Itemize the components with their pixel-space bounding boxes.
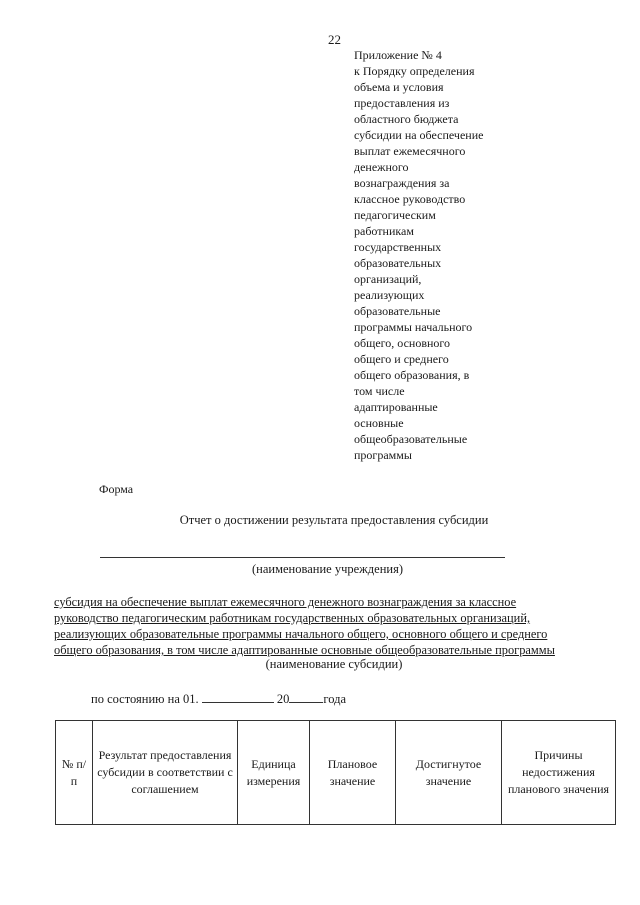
appendix-line: том числе xyxy=(354,384,405,398)
subsidy-line: общего образования, в том числе адаптированные основные общеобразовательные программы xyxy=(54,643,555,657)
subsidy-line: руководство педагогическим работникам государственных образовательных организаций, xyxy=(54,611,531,625)
appendix-line: образовательные xyxy=(354,304,441,318)
appendix-line: классное руководство xyxy=(354,192,466,206)
appendix-line: выплат ежемесячного xyxy=(354,144,466,158)
subsidy-line: субсидия на обеспечение выплат ежемесячного денежного вознаграждения за классное xyxy=(54,595,517,609)
appendix-line: объема и условия xyxy=(354,80,444,94)
appendix-line: педагогическим xyxy=(354,208,436,222)
appendix-line: Приложение № 4 xyxy=(354,48,442,62)
appendix-line: общего, основного xyxy=(354,336,451,350)
page-number: 22 xyxy=(328,32,341,47)
header-cell-result: Результат предоставления субсидии в соответствии с соглашением xyxy=(93,721,238,825)
date-line xyxy=(91,690,346,707)
table-header-row xyxy=(56,721,616,825)
appendix-line: областного бюджета xyxy=(354,112,459,126)
header-cell-number: № п/п xyxy=(56,721,93,825)
header-cell-reasons: Причины недостижения планового значения xyxy=(502,721,616,825)
appendix-line: реализующих xyxy=(354,288,425,302)
appendix-line: общеобразовательные xyxy=(354,432,468,446)
appendix-line: программы xyxy=(354,448,412,462)
appendix-line: программы начального xyxy=(354,320,473,334)
header-cell-achieved: Достигнутое значение xyxy=(396,721,502,825)
subsidy-name xyxy=(54,594,624,658)
appendix-block xyxy=(354,47,554,463)
institution-caption: (наименование учреждения) xyxy=(252,562,403,576)
appendix-line: субсидии на обеспечение xyxy=(354,128,484,142)
appendix-line: организаций, xyxy=(354,272,422,286)
appendix-line: к Порядку определения xyxy=(354,64,475,78)
date-suffix: года xyxy=(323,692,346,706)
date-prefix: по состоянию на 01. xyxy=(91,692,199,706)
appendix-line: денежного xyxy=(354,160,409,174)
appendix-line: работникам xyxy=(354,224,414,238)
institution-name-line[interactable] xyxy=(100,557,505,558)
appendix-line: общего образования, в xyxy=(354,368,470,382)
appendix-line: основные xyxy=(354,416,404,430)
year-blank[interactable] xyxy=(289,690,323,703)
appendix-line: адаптированные xyxy=(354,400,438,414)
appendix-line: предоставления из xyxy=(354,96,450,110)
subsidy-caption: (наименование субсидии) xyxy=(265,657,403,671)
appendix-line: вознаграждения за xyxy=(354,176,450,190)
form-label: Форма xyxy=(99,482,134,496)
month-day-blank[interactable] xyxy=(202,690,274,703)
report-table xyxy=(55,720,616,825)
header-cell-unit: Единица измерения xyxy=(238,721,310,825)
report-title: Отчет о достижении результата предоставления субсидии xyxy=(179,513,489,527)
year-prefix: 20 xyxy=(276,692,290,706)
header-cell-planned: Плановое значение xyxy=(310,721,396,825)
appendix-line: образовательных xyxy=(354,256,442,270)
appendix-line: общего и среднего xyxy=(354,352,449,366)
appendix-line: государственных xyxy=(354,240,442,254)
subsidy-line: реализующих образовательные программы начального общего, основного общего и среднего xyxy=(54,627,548,641)
